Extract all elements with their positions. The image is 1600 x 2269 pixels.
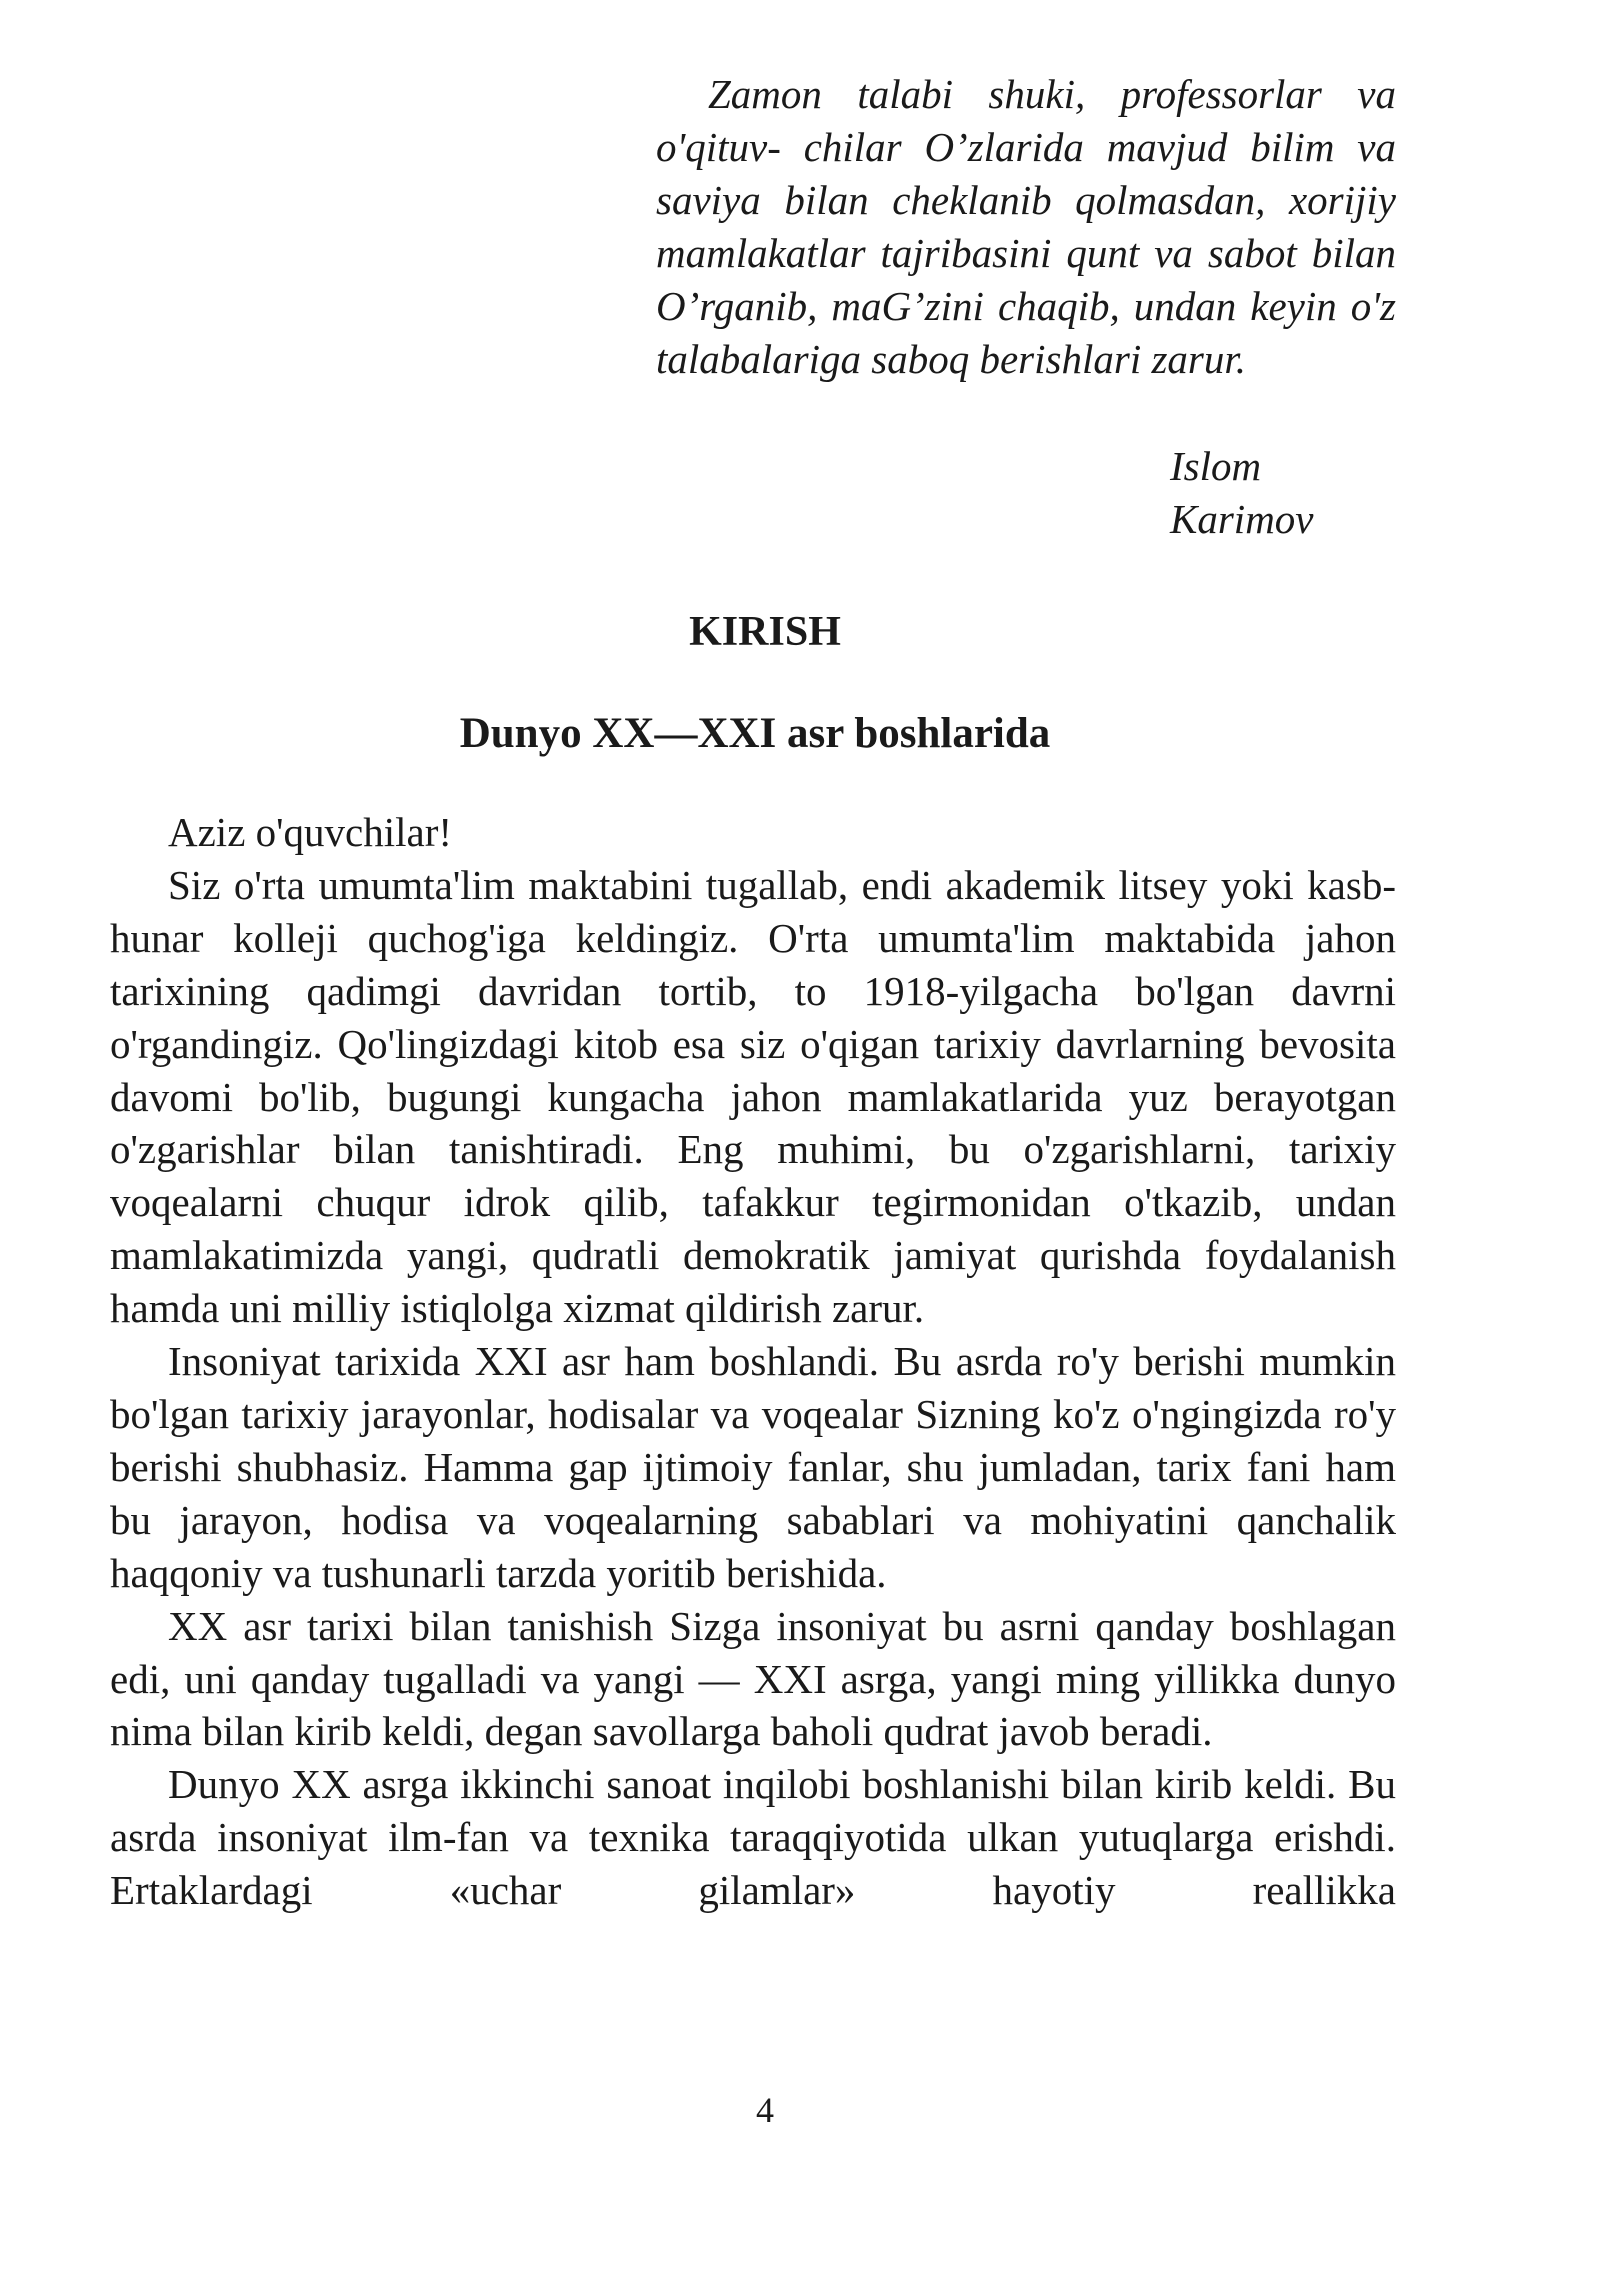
epigraph-quote: Zamon talabi shuki, professorlar va o'qituv- chilar O’zlarida mavjud bilim va saviya bilan cheklanib qolmasdan, xorijiy mamlakatlar tajribasini qunt va sabot bilan O’rganib, maG’zini chaqib, undan keyin o'z talabalariga saboq berishlari zarur. — [656, 71, 1396, 382]
paragraph: Insoniyat tarixida XXI asr ham boshlandi. Bu asrda ro'y berishi mumkin bo'lgan tarixiy jarayonlar, hodisalar va voqealar Sizning ko'z o'ngingizda ro'y berishi shubhasiz. Hamma gap ijtimoiy fanlar, shu jumladan, tarix fani ham bu jarayon, hodisa va voqealarning sabablari va mohiyatini qanchalik haqqoniy va tushunarli tarzda yoritib berishida. — [110, 1338, 1396, 1596]
paragraph-greeting: Aziz o'quvchilar! — [168, 809, 453, 855]
page-number: 4 — [756, 2090, 774, 2130]
author-first-name: Islom — [1170, 443, 1262, 489]
author-last-name: Karimov — [1170, 496, 1314, 542]
body-text — [110, 806, 1396, 1917]
paragraph: Siz o'rta umumta'lim maktabini tugallab, endi akademik litsey yoki kasb-hunar kolleji quchog'iga keldingiz. O'rta umumta'lim maktabida jahon tarixining qadimgi davridan tortib, to 1918-yilgacha bo'lgan davrni o'rgandingiz. Qo'lingizdagi kitob esa siz o'qigan tarixiy davrlarning bevosita davomi bo'lib, bugungi kungacha jahon mamlakatlarida yuz berayotgan o'zgarishlar bilan tanishtiradi. Eng muhimi, bu o'zgarishlarni, tarixiy voqealarni chuqur idrok qilib, tafakkur tegirmonidan o'tkazib, undan mamlakatimizda yangi, qudratli demokratik jamiyat qurishda foydalanish hamda uni milliy istiqlolga xizmat qildirish zarur. — [110, 861, 1396, 1332]
chapter-title: Dunyo XX—XXI asr boshlarida — [459, 710, 1051, 757]
paragraph: XX asr tarixi bilan tanishish Sizga insoniyat bu asrni qanday boshlagan edi, uni qanday tugalladi va yangi — XXI asrga, yangi ming yillikka dunyo nima bilan kirib keldi, degan savollarga baholi qudrat javob beradi. — [110, 1602, 1396, 1755]
epigraph-author — [1170, 440, 1314, 546]
section-title: KIRISH — [689, 609, 841, 655]
paragraph: Dunyo XX asrga ikkinchi sanoat inqilobi boshlanishi bilan kirib keldi. Bu asrda insoniyat ilm-fan va texnika taraqqiyotida ulkan yutuqlarga erishdi. Ertaklardagi «uchar gilamlar» hayotiy reallikka — [110, 1761, 1396, 1914]
